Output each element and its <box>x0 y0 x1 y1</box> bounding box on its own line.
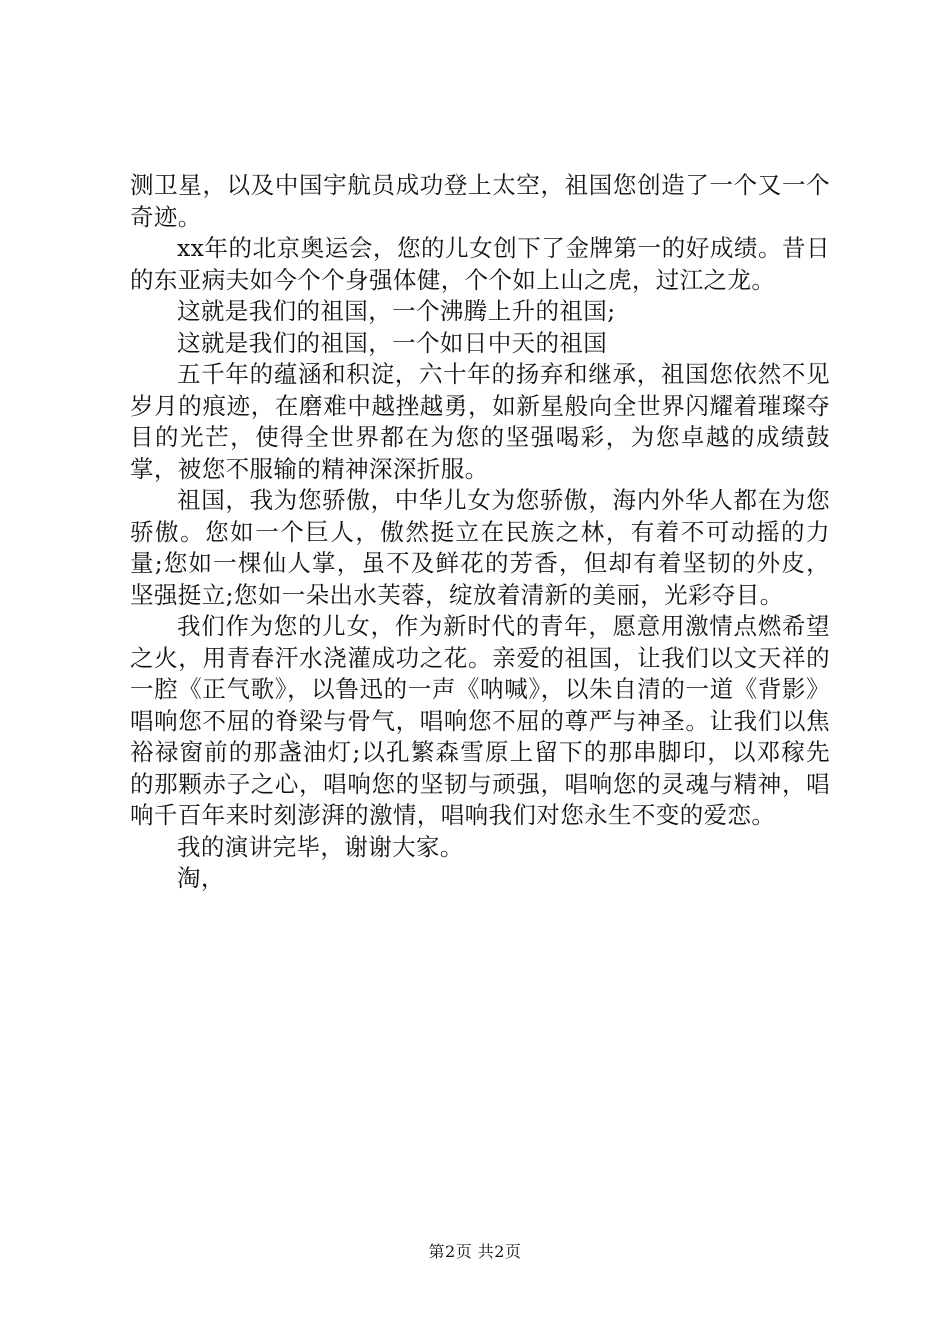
paragraph: 这就是我们的祖国，一个如日中天的祖国 <box>177 328 608 357</box>
paragraph: 五千年的蕴涵和积淀，六十年的扬弃和继承，祖国您依然不见岁月的痕迹，在磨难中越挫越勇，如新星般向全世界闪耀着璀璨夺目的光芒，使得全世界都在为您的坚强喝彩，为您卓越的成绩鼓掌，被您不服输的精神深深折服。 <box>130 360 830 483</box>
paragraph: 我的演讲完毕，谢谢大家。 <box>177 832 464 861</box>
paragraph: 测卫星，以及中国宇航员成功登上太空，祖国您创造了一个又一个奇迹。 <box>130 171 830 231</box>
paragraph: 这就是我们的祖国，一个沸腾上升的祖国; <box>177 297 616 325</box>
document-body <box>130 170 830 895</box>
page-footer: 第2页 共2页 <box>428 1242 522 1261</box>
paragraph: 祖国，我为您骄傲，中华儿女为您骄傲，海内外华人都在为您骄傲。您如一个巨人，傲然挺立在民族之林，有着不可动摇的力量;您如一棵仙人掌，虽不及鲜花的芳香，但却有着坚韧的外皮，坚强挺立;您如一朵出水芙蓉，绽放着清新的美丽，光彩夺目。 <box>130 486 830 609</box>
paragraph: 我们作为您的儿女，作为新时代的青年，愿意用激情点燃希望之火，用青春汗水浇灌成功之花。亲爱的祖国，让我们以文天祥的一腔《正气歌》，以鲁迅的一声《呐喊》，以朱自清的一道《背影》唱响您不屈的脊梁与骨气，唱响您不屈的尊严与神圣。让我们以焦裕禄窗前的那盏油灯;以孔繁森雪原上留下的那串脚印，以邓稼先的那颗赤子之心，唱响您的坚韧与顽强，唱响您的灵魂与精神，唱响千百年来时刻澎湃的激情，唱响我们对您永生不变的爱恋。 <box>130 612 830 829</box>
paragraph: xx年的北京奥运会，您的儿女创下了金牌第一的好成绩。昔日的东亚病夫如今个个身强体健，个个如上山之虎，过江之龙。 <box>130 234 830 294</box>
paragraph: 淘， <box>177 864 225 892</box>
